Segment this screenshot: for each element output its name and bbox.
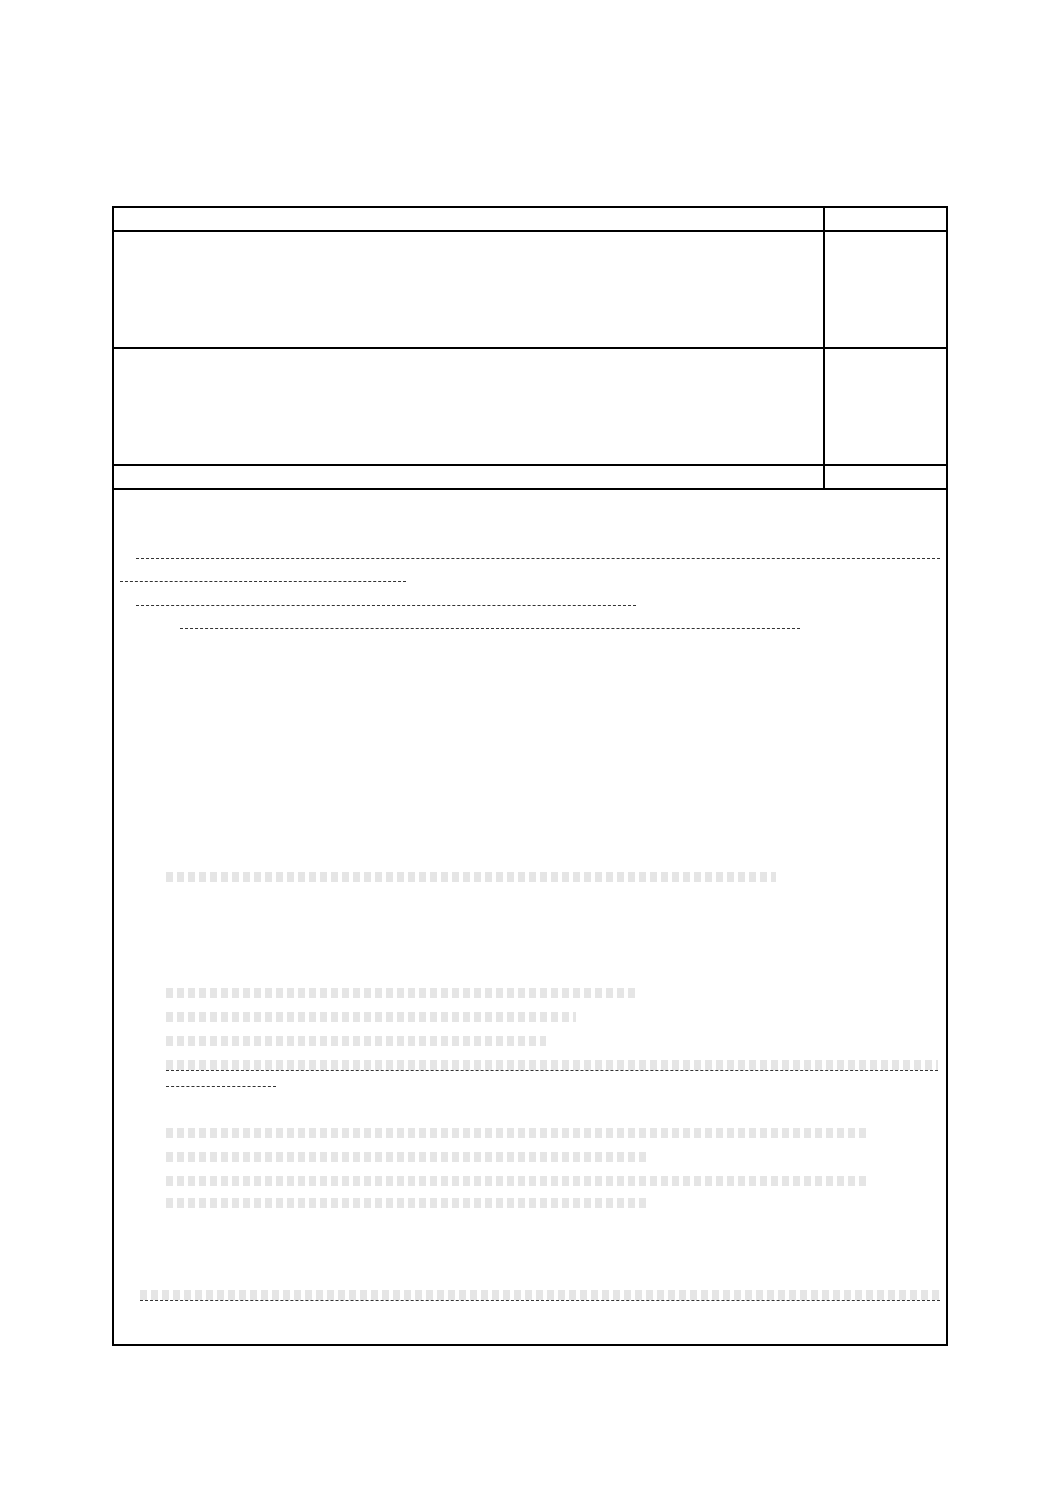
- row-3-right-cell: [825, 466, 946, 488]
- row-3-left-cell: [114, 466, 823, 488]
- faded-text-line: [166, 1128, 866, 1138]
- faded-text-line: [166, 1036, 546, 1046]
- faded-text-line: [166, 988, 636, 998]
- faded-underlined-line: [166, 1060, 938, 1071]
- row-1-right-cell: [825, 232, 946, 347]
- row-2-left-cell: [114, 349, 823, 464]
- faded-underlined-line: [140, 1290, 940, 1301]
- row-1-left-cell: [114, 232, 823, 347]
- faded-text-line: [166, 1012, 576, 1022]
- form-frame: [112, 206, 948, 1346]
- header-left-cell: [114, 208, 823, 230]
- underline-row: [180, 628, 800, 629]
- faded-text-line: [166, 1198, 646, 1208]
- underline-row: [166, 1086, 276, 1087]
- row-2-right-cell: [825, 349, 946, 464]
- underline-row: [120, 581, 406, 582]
- faded-text-line: [166, 1152, 646, 1162]
- faded-text-line: [166, 1176, 866, 1186]
- faded-text-line: [166, 872, 776, 882]
- underline-row: [136, 558, 940, 559]
- header-right-cell: [825, 208, 946, 230]
- underline-row: [136, 605, 636, 606]
- row-3-divider: [114, 488, 946, 490]
